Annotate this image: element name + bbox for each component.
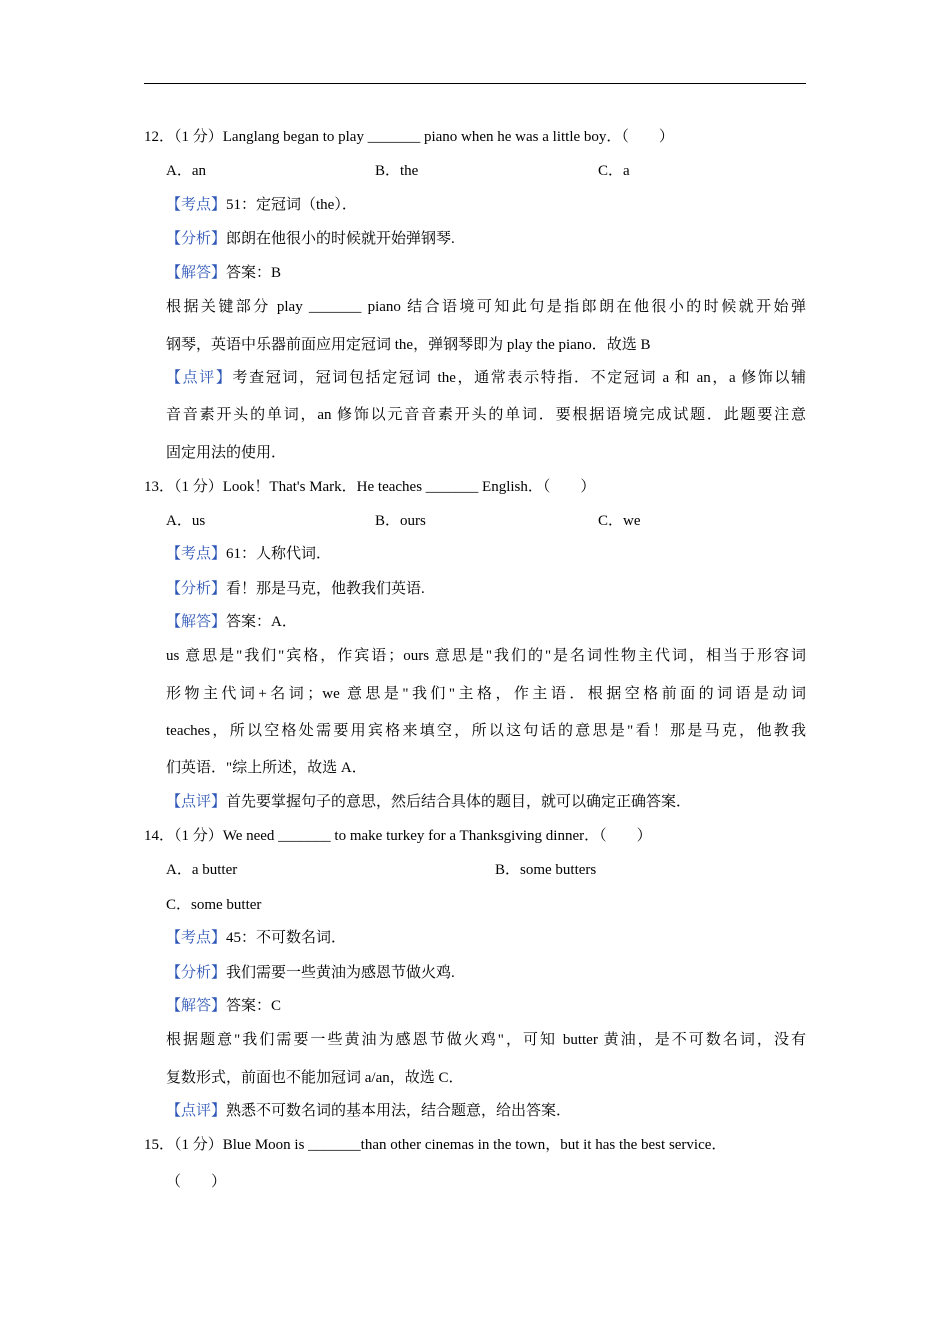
dianping-text: 首先要掌握句子的意思，然后结合具体的题目，就可以确定正确答案．	[226, 794, 692, 810]
option-a: A．a butter	[166, 862, 238, 878]
jieda-label: 【解答】	[166, 614, 227, 630]
explanation-line: 钢琴，英语中乐器前面应用定冠词 the，弹钢琴即为 play the piano．故选 B	[166, 337, 651, 353]
jieda-text: 答案：A．	[226, 614, 297, 630]
question-13-stem: 13．（1 分）Look！That's Mark．He teaches _______ English．（ ）	[144, 479, 596, 495]
option-b: B．ours	[375, 513, 426, 529]
fenxi-label: 【分析】	[166, 231, 227, 247]
kaodian-label: 【考点】	[166, 197, 227, 213]
jieda-text: 答案：B	[226, 265, 282, 281]
dianping-line: 固定用法的使用．	[166, 445, 287, 461]
fenxi-text: 我们需要一些黄油为感恩节做火鸡.	[226, 965, 455, 981]
option-c: C．a	[598, 163, 630, 179]
option-c: C．some butter	[166, 897, 262, 913]
dianping-row	[166, 368, 806, 388]
fenxi-text: 郎朗在他很小的时候就开始弹钢琴.	[226, 231, 455, 247]
kaodian-text: 61：人称代词．	[226, 546, 332, 562]
jieda-label: 【解答】	[166, 998, 227, 1014]
fenxi-label: 【分析】	[166, 965, 227, 981]
jieda-text: 答案：C	[226, 998, 282, 1014]
kaodian-text: 45：不可数名词．	[226, 930, 347, 946]
dianping-label: 【点评】	[166, 1103, 227, 1119]
explanation-line: 形物主代词+名词；we 意思是"我们"主格，作主语．根据空格前面的词语是动词	[166, 686, 806, 702]
jieda-row	[166, 996, 281, 1016]
dianping-label: 【点评】	[166, 370, 233, 386]
jieda-row	[166, 263, 281, 283]
option-b: B．some butters	[495, 862, 597, 878]
option-a: A．an	[166, 163, 206, 179]
question-15-answer-blank: （ ）	[166, 1174, 227, 1190]
dianping-row	[166, 1101, 571, 1121]
kaodian-label: 【考点】	[166, 930, 227, 946]
dianping-text: 熟悉不可数名词的基本用法，结合题意，给出答案．	[226, 1103, 572, 1119]
explanation-line: 根据关键部分 play _______ piano 结合语境可知此句是指郎朗在他很小的时候就开始弹	[166, 299, 806, 315]
jieda-label: 【解答】	[166, 265, 227, 281]
question-15-stem: 15．（1 分）Blue Moon is _______than other cinemas in the town，but it has the best service．	[144, 1137, 727, 1153]
option-b: B．the	[375, 163, 419, 179]
kaodian-row	[166, 195, 357, 215]
explanation-line: 根据题意"我们需要一些黄油为感恩节做火鸡"，可知 butter 黄油，是不可数名词，没有	[166, 1032, 806, 1048]
explanation-line: teaches，所以空格处需要用宾格来填空，所以这句话的意思是"看！那是马克，他教我	[166, 723, 806, 739]
kaodian-row	[166, 928, 346, 948]
fenxi-text: 看！那是马克，他教我们英语.	[226, 581, 425, 597]
dianping-row	[166, 792, 691, 812]
dianping-text: 考查冠词，冠词包括定冠词 the，通常表示特指．不定冠词 a 和 an，a 修饰以辅	[232, 370, 806, 386]
fenxi-label: 【分析】	[166, 581, 227, 597]
explanation-line: us 意思是"我们"宾格，作宾语；ours 意思是"我们的"是名词性物主代词，相当于形容词	[166, 648, 806, 664]
jieda-row	[166, 612, 297, 632]
fenxi-row	[166, 963, 455, 983]
explanation-line: 们英语．"综上所述，故选 A．	[166, 760, 367, 776]
dianping-line: 音音素开头的单词，an 修饰以元音音素开头的单词．要根据语境完成试题．此题要注意	[166, 407, 806, 423]
dianping-label: 【点评】	[166, 794, 227, 810]
question-14-stem: 14．（1 分）We need _______ to make turkey for a Thanksgiving dinner．（ ）	[144, 828, 652, 844]
explanation-line: 复数形式，前面也不能加冠词 a/an，故选 C．	[166, 1070, 464, 1086]
question-12-stem: 12．（1 分）Langlang began to play _______ piano when he was a little boy．（ ）	[144, 129, 674, 145]
option-a: A．us	[166, 513, 206, 529]
option-c: C．we	[598, 513, 641, 529]
kaodian-label: 【考点】	[166, 546, 227, 562]
fenxi-row	[166, 229, 455, 249]
fenxi-row	[166, 579, 425, 599]
header-rule	[144, 83, 806, 84]
kaodian-text: 51：定冠词（the）．	[226, 197, 357, 213]
kaodian-row	[166, 544, 331, 564]
